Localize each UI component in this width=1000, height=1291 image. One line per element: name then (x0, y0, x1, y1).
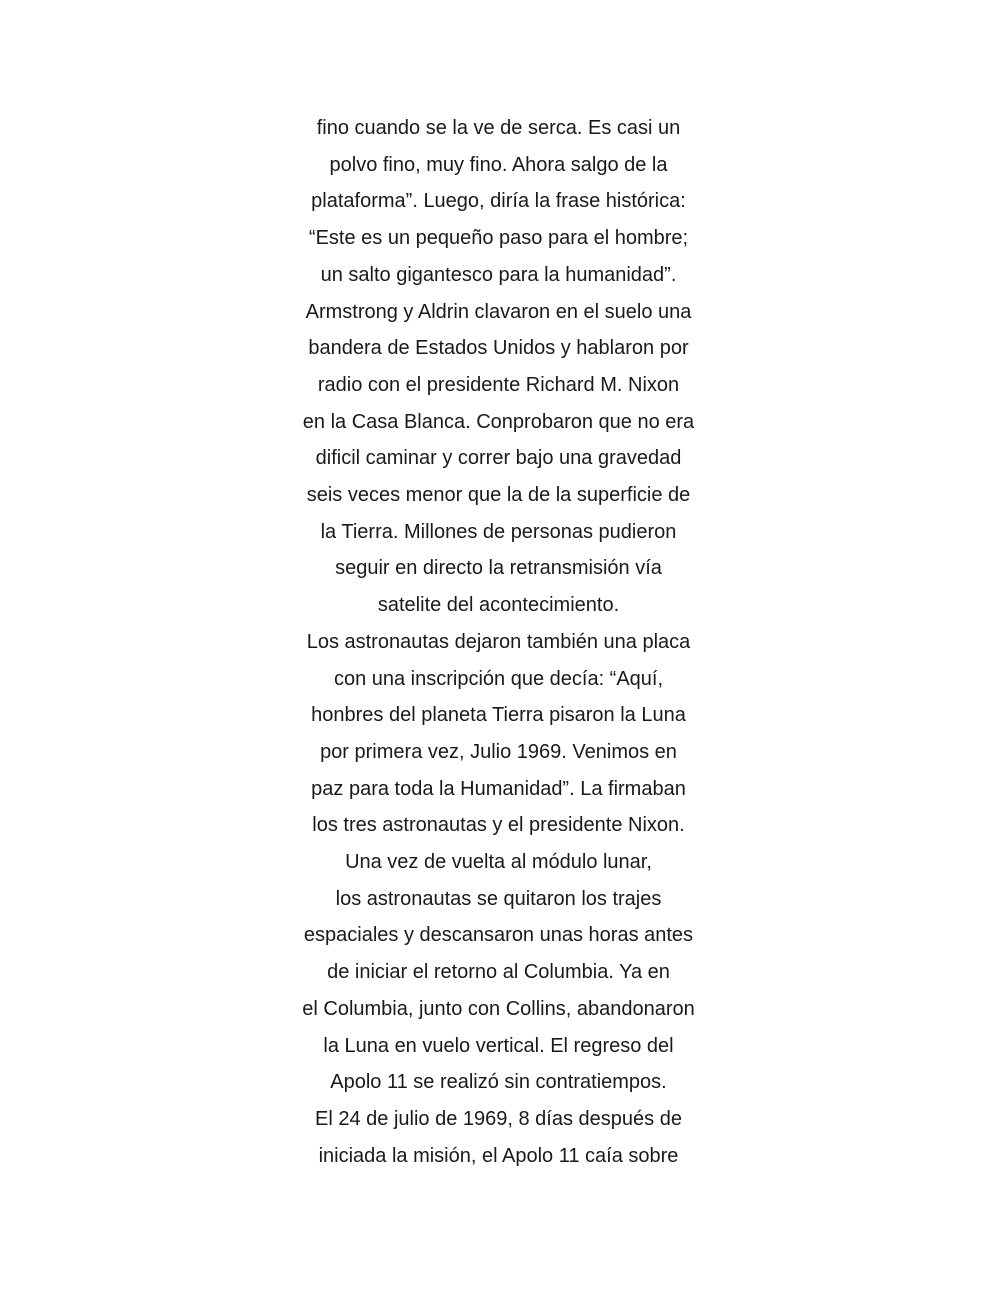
text-line: plataforma”. Luego, diría la frase histórica: (311, 190, 686, 213)
text-line: polvo fino, muy fino. Ahora salgo de la (329, 153, 668, 176)
text-line: un salto gigantesco para la humanidad”. (320, 263, 677, 286)
text-line: El 24 de julio de 1969, 8 días después de (315, 1107, 682, 1130)
text-line: el Columbia, junto con Collins, abandonaron (302, 997, 695, 1020)
text-line: Una vez de vuelta al módulo lunar, (345, 851, 652, 874)
text-line: la Luna en vuelo vertical. El regreso del (323, 1034, 674, 1057)
text-line: honbres del planeta Tierra pisaron la Luna (311, 704, 686, 727)
text-line: seis veces menor que la de la superficie de (306, 484, 691, 507)
text-line: dificil caminar y correr bajo una gravedad (315, 447, 682, 470)
text-line: Apolo 11 se realizó sin contratiempos. (330, 1071, 667, 1094)
body-text (0, 110, 997, 1174)
text-line: Armstrong y Aldrin clavaron en el suelo una (305, 300, 692, 323)
text-line: con una inscripción que decía: “Aquí, (333, 667, 664, 690)
text-line: “Este es un pequeño paso para el hombre; (308, 227, 689, 250)
text-line: de iniciar el retorno al Columbia. Ya en (327, 961, 670, 984)
text-line: radio con el presidente Richard M. Nixon (317, 373, 680, 396)
text-line: Los astronautas dejaron también una placa (306, 630, 691, 653)
text-line: espaciales y descansaron unas horas antes (303, 924, 694, 947)
text-line: la Tierra. Millones de personas pudieron (320, 520, 677, 543)
text-line: paz para toda la Humanidad”. La firmaban (311, 777, 686, 800)
text-line: bandera de Estados Unidos y hablaron por (308, 337, 689, 360)
text-line: iniciada la misión, el Apolo 11 caía sobre (318, 1144, 679, 1167)
text-line: fino cuando se la ve de serca. Es casi un (316, 117, 681, 139)
text-line: satelite del acontecimiento. (377, 594, 620, 617)
text-line: seguir en directo la retransmisión vía (335, 557, 662, 580)
text-line: en la Casa Blanca. Conprobaron que no era (302, 410, 695, 433)
text-line: los astronautas se quitaron los trajes (335, 887, 662, 910)
text-line: los tres astronautas y el presidente Nixon. (312, 814, 685, 837)
text-line: por primera vez, Julio 1969. Venimos en (320, 740, 677, 763)
